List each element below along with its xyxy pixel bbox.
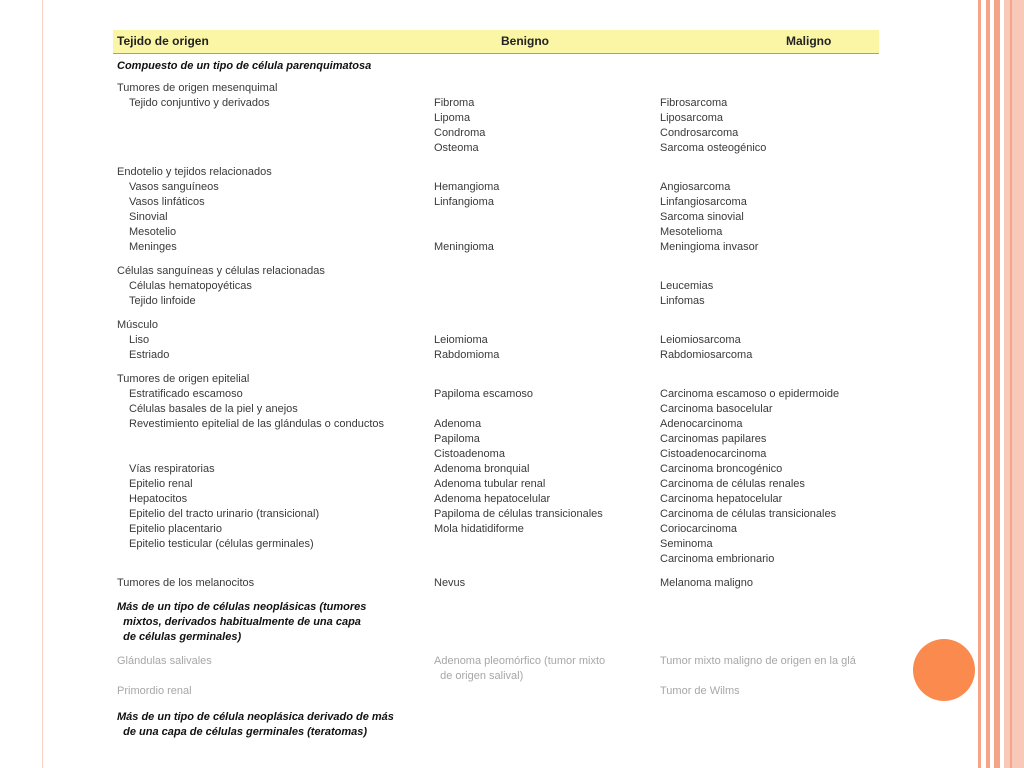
- benign-cell: Nevus: [434, 577, 466, 589]
- group-title: Músculo: [117, 319, 158, 331]
- malignant-cell: Sarcoma osteogénico: [660, 142, 767, 154]
- tissue-cell: Mesotelio: [129, 226, 177, 238]
- tissue-cell: Epitelio del tracto urinario (transicional): [129, 508, 320, 520]
- malignant-cell: Leucemias: [660, 280, 714, 292]
- malignant-cell: Condrosarcoma: [660, 127, 739, 139]
- malignant-cell: Carcinoma broncogénico: [660, 463, 783, 475]
- benign-cell: Hemangioma: [434, 181, 500, 193]
- malignant-cell: Carcinoma embrionario: [660, 553, 775, 565]
- benign-cell: Adenoma bronquial: [434, 463, 530, 475]
- decor-stripe: [986, 0, 990, 768]
- group-title: Tumores de origen mesenquimal: [117, 82, 278, 94]
- tissue-cell: Vías respiratorias: [129, 463, 215, 475]
- malignant-cell: Carcinoma escamoso o epidermoide: [660, 388, 840, 400]
- benign-cell: Papiloma de células transicionales: [434, 508, 603, 520]
- malignant-cell: Mesotelioma: [660, 226, 723, 238]
- decor-circle: [913, 639, 975, 701]
- malignant-cell: Carcinomas papilares: [660, 433, 767, 445]
- benign-cell: Papiloma: [434, 433, 480, 445]
- malignant-cell: Tumor mixto maligno de origen en la glá: [660, 655, 856, 667]
- tissue-cell: Epitelio renal: [129, 478, 193, 490]
- benign-cell: Osteoma: [434, 142, 479, 154]
- table-header: [113, 30, 879, 53]
- tissue-cell: Estratificado escamoso: [129, 388, 243, 400]
- tissue-cell: Vasos linfáticos: [129, 196, 205, 208]
- decor-left-line: [42, 0, 43, 768]
- group-title: Tumores de origen epitelial: [117, 373, 250, 385]
- tissue-cell: Tumores de los melanocitos: [117, 577, 255, 589]
- tissue-cell: Glándulas salivales: [117, 655, 212, 667]
- benign-cell: Papiloma escamoso: [434, 388, 534, 400]
- group-title: Endotelio y tejidos relacionados: [117, 166, 272, 178]
- malignant-cell: Leiomiosarcoma: [660, 334, 741, 346]
- malignant-cell: Coriocarcinoma: [660, 523, 738, 535]
- malignant-cell: Liposarcoma: [660, 112, 723, 124]
- decor-stripe: [994, 0, 1000, 768]
- tissue-cell: Revestimiento epitelial de las glándulas o conductos: [129, 418, 384, 430]
- malignant-cell: Angiosarcoma: [660, 181, 731, 193]
- malignant-cell: Carcinoma de células renales: [660, 478, 805, 490]
- header-rule: [113, 53, 879, 54]
- malignant-cell: Carcinoma de células transicionales: [660, 508, 837, 520]
- tissue-cell: Meninges: [129, 241, 177, 253]
- malignant-cell: Fibrosarcoma: [660, 97, 728, 109]
- tissue-cell: Tejido linfoide: [129, 295, 196, 307]
- malignant-cell: Sarcoma sinovial: [660, 211, 744, 223]
- benign-cell: Cistoadenoma: [434, 448, 505, 460]
- malignant-cell: Tumor de Wilms: [660, 685, 740, 697]
- benign-cell: Linfangioma: [434, 196, 494, 208]
- benign-cell: Adenoma hepatocelular: [434, 493, 551, 505]
- benign-cell: Fibroma: [434, 97, 475, 109]
- decor-stripe: [978, 0, 981, 768]
- benign-cell: Adenoma: [434, 418, 482, 430]
- header-malignant: Maligno: [786, 34, 832, 48]
- tissue-cell: Células hematopoyéticas: [129, 280, 252, 292]
- benign-cell: Mola hidatidiforme: [434, 523, 524, 535]
- malignant-cell: Adenocarcinoma: [660, 418, 743, 430]
- header-tissue: Tejido de origen: [117, 34, 209, 48]
- malignant-cell: Rabdomiosarcoma: [660, 349, 753, 361]
- malignant-cell: Linfangiosarcoma: [660, 196, 747, 208]
- benign-cell: Lipoma: [434, 112, 471, 124]
- tissue-cell: Epitelio placentario: [129, 523, 222, 535]
- tissue-cell: Tejido conjuntivo y derivados: [129, 97, 270, 109]
- tissue-cell: Primordio renal: [117, 685, 192, 697]
- tissue-cell: Células basales de la piel y anejos: [129, 403, 298, 415]
- malignant-cell: Carcinoma hepatocelular: [660, 493, 783, 505]
- benign-cell: Meningioma: [434, 241, 494, 253]
- benign-cell: Adenoma pleomórfico (tumor mixto de origen salival): [434, 655, 606, 682]
- tissue-cell: Hepatocitos: [129, 493, 188, 505]
- tissue-cell: Estriado: [129, 349, 170, 361]
- section-title: Compuesto de un tipo de célula parenquimatosa: [117, 60, 372, 72]
- benign-cell: Leiomioma: [434, 334, 488, 346]
- decor-stripe: [1010, 0, 1012, 768]
- malignant-cell: Carcinoma basocelular: [660, 403, 773, 415]
- tissue-cell: Liso: [129, 334, 150, 346]
- tissue-cell: Epitelio testicular (células germinales): [129, 538, 314, 550]
- section-title: Más de un tipo de célula neoplásica derivado de más de una capa de células germinales (teratomas): [117, 711, 394, 738]
- malignant-cell: Meningioma invasor: [660, 241, 759, 253]
- malignant-cell: Cistoadenocarcinoma: [660, 448, 767, 460]
- benign-cell: Adenoma tubular renal: [434, 478, 546, 490]
- group-title: Células sanguíneas y células relacionadas: [117, 265, 325, 277]
- malignant-cell: Melanoma maligno: [660, 577, 753, 589]
- malignant-cell: Linfomas: [660, 295, 705, 307]
- tissue-cell: Vasos sanguíneos: [129, 181, 219, 193]
- decor-stripe: [1004, 0, 1024, 768]
- header-benign: Benigno: [501, 34, 549, 48]
- tissue-cell: Sinovial: [129, 211, 168, 223]
- tumor-classification-table: [113, 30, 879, 746]
- benign-cell: Condroma: [434, 127, 486, 139]
- malignant-cell: Seminoma: [660, 538, 713, 550]
- benign-cell: Rabdomioma: [434, 349, 500, 361]
- section-title: Más de un tipo de células neoplásicas (tumores mixtos, derivados habitualmente de una capa de células germinales): [117, 601, 367, 643]
